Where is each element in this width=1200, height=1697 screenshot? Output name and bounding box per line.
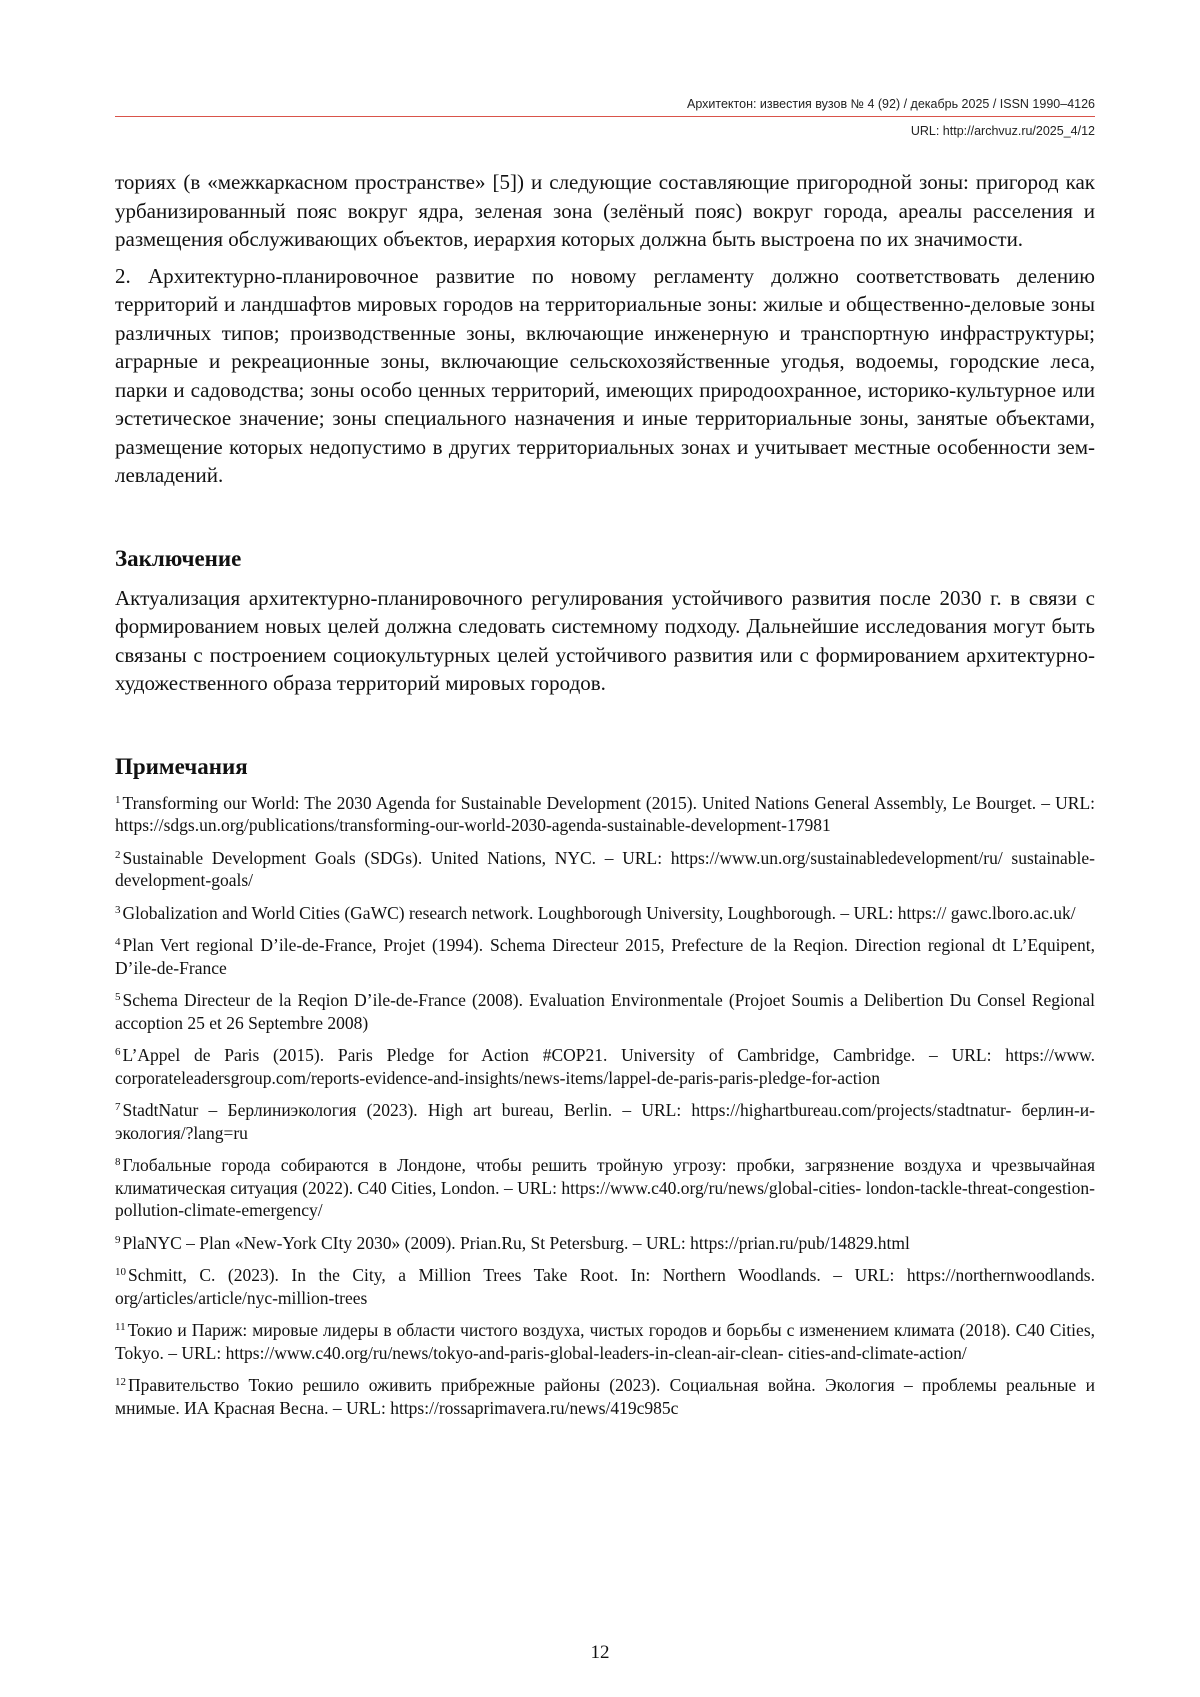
note-text: Токио и Париж: мировые лидеры в области чистого воздуха, чистых городов и борьбы с изменением климата (2018). C40 Cities, Tokyo. – URL: https://www.c40.org/ru/news/tokyo-and-paris-global-leaders-in-clean-air-clean- cities-and-climate-action/ [115, 1320, 1095, 1363]
page-number: 12 [590, 1642, 610, 1663]
note-number: 4 [115, 936, 121, 948]
note-item [115, 1232, 1095, 1255]
note-item [115, 989, 1095, 1034]
conclusion-heading: Заключение [115, 545, 242, 571]
note-item [115, 792, 1095, 837]
note-number: 2 [115, 848, 121, 861]
notes-list [115, 792, 1095, 1420]
note-number: 9 [115, 1233, 121, 1246]
body-paragraph-1: ториях (в «межкаркасном пространстве» [5]) и следующие составляющие пригородной зоны: пригород как урбанизированный пояс вокруг ядра, зеленая зона (зелёный пояс) вокруг города, ареалы расселения и размещения обслуживающих объектов, иерархия которых должна быть выстроена по их значимости. [115, 170, 1095, 251]
note-text: Правительство Токио решило оживить прибрежные районы (2023). Социальная война. Экология – проблемы реальные и мнимые. ИА Красная Весна. – URL: https://rossaprimavera.ru/news/419c985c [115, 1375, 1095, 1418]
note-item [115, 1044, 1095, 1089]
note-text: Transforming our World: The 2030 Agenda for Sustainable Development (2015). United Nations General Assembly, Le Bourget. – URL: https://sdgs.un.org/publications/transforming-our-world-2030-agenda-sustainable-development-17981 [115, 792, 1095, 835]
body-paragraph-2: 2. Архитектурно-планировочное развитие по новому регламенту должно соответствовать делению территорий и ландшафтов мировых городов на территориальные зоны: жилые и общественно-деловые зоны различных типов; производственные зоны, включающие инженерную и транспортную инфраструктуры; аграрные и рекреационные зоны, включающие сельскохозяйственные угодья, водоемы, городские леса, парки и садоводства; зоны особо ценных территорий, имеющих природоохранное, историко-культурное или эстетическое значение; зоны специального назначения и иные территориальные зоны, занятые объектами, размещение которых недопустимо в других территориальных зонах и учитывает местные особенности землевладений. [115, 263, 1095, 487]
note-text: Глобальные города собираются в Лондоне, чтобы решить тройную угрозу: пробки, загрязнение воздуха и чрезвычайная климатическая ситуация (2022). C40 Cities, London. – URL: https://www.c40.org/ru/news/global-cities- london-tackle-threat-congestion-pollution-climate-emergency/ [115, 1155, 1095, 1220]
note-text: L’Appel de Paris (2015). Paris Pledge for Action #COP21. University of Cambridge, Cambridge. – URL: https://www. corporateleadersgroup.com/reports-evidence-and-insights/news-items/lappel-de-paris-paris-pledge-for-action [115, 1045, 1095, 1088]
note-item [115, 902, 1095, 925]
note-item [115, 1154, 1095, 1222]
note-number: 8 [115, 1156, 121, 1168]
note-text: Plan Vert regional D’ile-de-France, Projet (1994). Schema Directeur 2015, Prefecture de la Reqion. Direction regional dt L’Equipent, D’ile-de-France [115, 935, 1095, 978]
note-item [115, 847, 1095, 892]
note-number: 6 [115, 1046, 121, 1058]
note-number: 11 [115, 1321, 126, 1333]
journal-info: Архитектон: известия вузов № 4 (92) / декабрь 2025 / ISSN 1990–4126 [687, 97, 1095, 111]
note-number: 5 [115, 991, 121, 1003]
note-text: Schmitt, C. (2023). In the City, a Million Trees Take Root. In: Northern Woodlands. – URL: https://northernwoodlands. org/articles/article/nyc-million-trees [115, 1265, 1095, 1308]
note-text: Schema Directeur de la Reqion D’ile-de-France (2008). Evaluation Environmentale (Projoet Soumis a Delibertion Du Consel Regional accoption 25 et 26 Septembre 2008) [115, 990, 1095, 1033]
note-item [115, 1099, 1095, 1144]
note-number: 7 [115, 1101, 121, 1113]
conclusion-paragraph: Актуализация архитектурно-планировочного регулирования устойчивого развития после 2030 г. в связи с формированием новых целей должна следовать системному подходу. Дальнейшие исследования могут быть связаны с построением социокультурных целей устойчивого развития или с формированием архитектурно-художественного образа территорий мировых городов. [115, 585, 1095, 695]
note-item [115, 1374, 1095, 1419]
note-text: Globalization and World Cities (GaWC) research network. Loughborough University, Loughborough. – URL: https:// gawc.lboro.ac.uk/ [122, 902, 1076, 923]
note-number: 1 [115, 793, 121, 806]
note-number: 3 [115, 903, 121, 916]
note-item [115, 934, 1095, 979]
article-url: URL: http://archvuz.ru/2025_4/12 [910, 124, 1095, 138]
note-number: 12 [115, 1376, 126, 1388]
note-number: 10 [115, 1266, 126, 1278]
note-text: PlaNYC – Plan «New-York CIty 2030» (2009). Prian.Ru, St Petersburg. – URL: https://prian.ru/pub/14829.html [122, 1232, 910, 1253]
page-content [115, 168, 1095, 1429]
header-rule [115, 116, 1095, 117]
notes-heading: Примечания [115, 753, 248, 779]
running-header [115, 95, 1095, 139]
note-item [115, 1264, 1095, 1309]
note-item [115, 1319, 1095, 1364]
note-text: Sustainable Development Goals (SDGs). United Nations, NYC. – URL: https://www.un.org/sustainabledevelopment/ru/ sustainable-development-goals/ [115, 847, 1095, 890]
note-text: StadtNatur – Берлиниэкология (2023). High art bureau, Berlin. – URL: https://highartbureau.com/projects/stadtnatur- берлин-и-экология/?lang=ru [115, 1100, 1095, 1143]
